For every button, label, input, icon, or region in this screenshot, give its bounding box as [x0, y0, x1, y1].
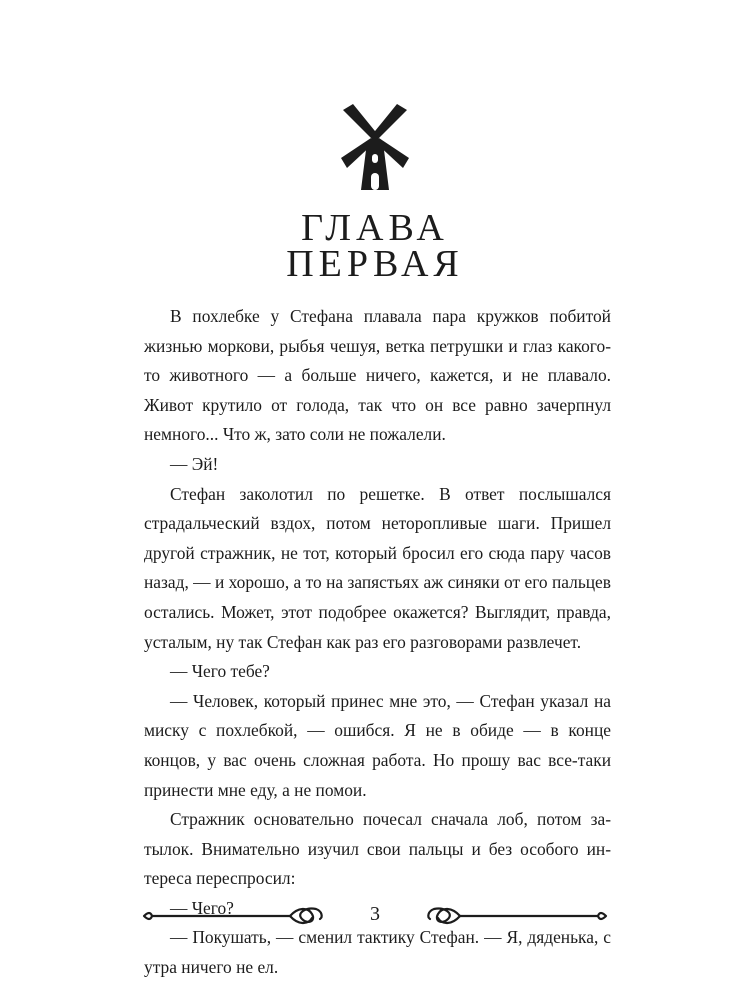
paragraph: Стражник основательно почесал сначала лоб, потом затылок. Внимательно изучил свои пальцы и без особого интереса переспросил: [144, 809, 611, 889]
paragraph: — Покушать, — сменил тактику Стефан. — Я, дяденька, с утра ничего не ел. [144, 927, 611, 978]
chapter-title-line-2: ПЕРВАЯ [286, 243, 464, 285]
paragraph: — Эй! [170, 453, 219, 474]
page-footer [140, 900, 610, 930]
paragraph: — Чего? [170, 897, 234, 918]
paragraph: Стефан заколотил по решетке. В ответ послышался страдальческий вздох, потом неторопливые шаги. Пришел другой стражник, не тот, который бросил его сюда пару часов назад, — и хорошо, а то на запястьях аж синяки от его пальцев остались. Может, этот подобрее окажется? Выглядит, правда, усталым, ну так Стефан как раз его разговорами развлечет. [144, 483, 611, 652]
paragraph: — Человек, который принес мне это, — Стефан указал на миску с похлебкой, — ошибся. Я не в обиде — в конце концов, у вас очень сложная работа. Но прошу вас все-таки принести мне еду, а не помои. [144, 690, 611, 800]
windmill-icon [339, 102, 411, 192]
chapter-body [144, 302, 611, 983]
paragraph: В похлебке у Стефана плавала пара кружков побитой жизнью моркови, рыбья чешуя, ветка петрушки и глаз какого-то животного — а больше ничего, кажется, и не плавало. Живот крутило от голода, так что он все равно зачерпнул немного... Что ж, зато соли не пожалели. [144, 306, 611, 445]
paragraph: — Чего тебе? [170, 661, 270, 682]
page-number: 3 [370, 903, 380, 925]
right-flourish-icon [425, 905, 610, 927]
chapter-title-line-1: ГЛАВА [301, 207, 449, 249]
